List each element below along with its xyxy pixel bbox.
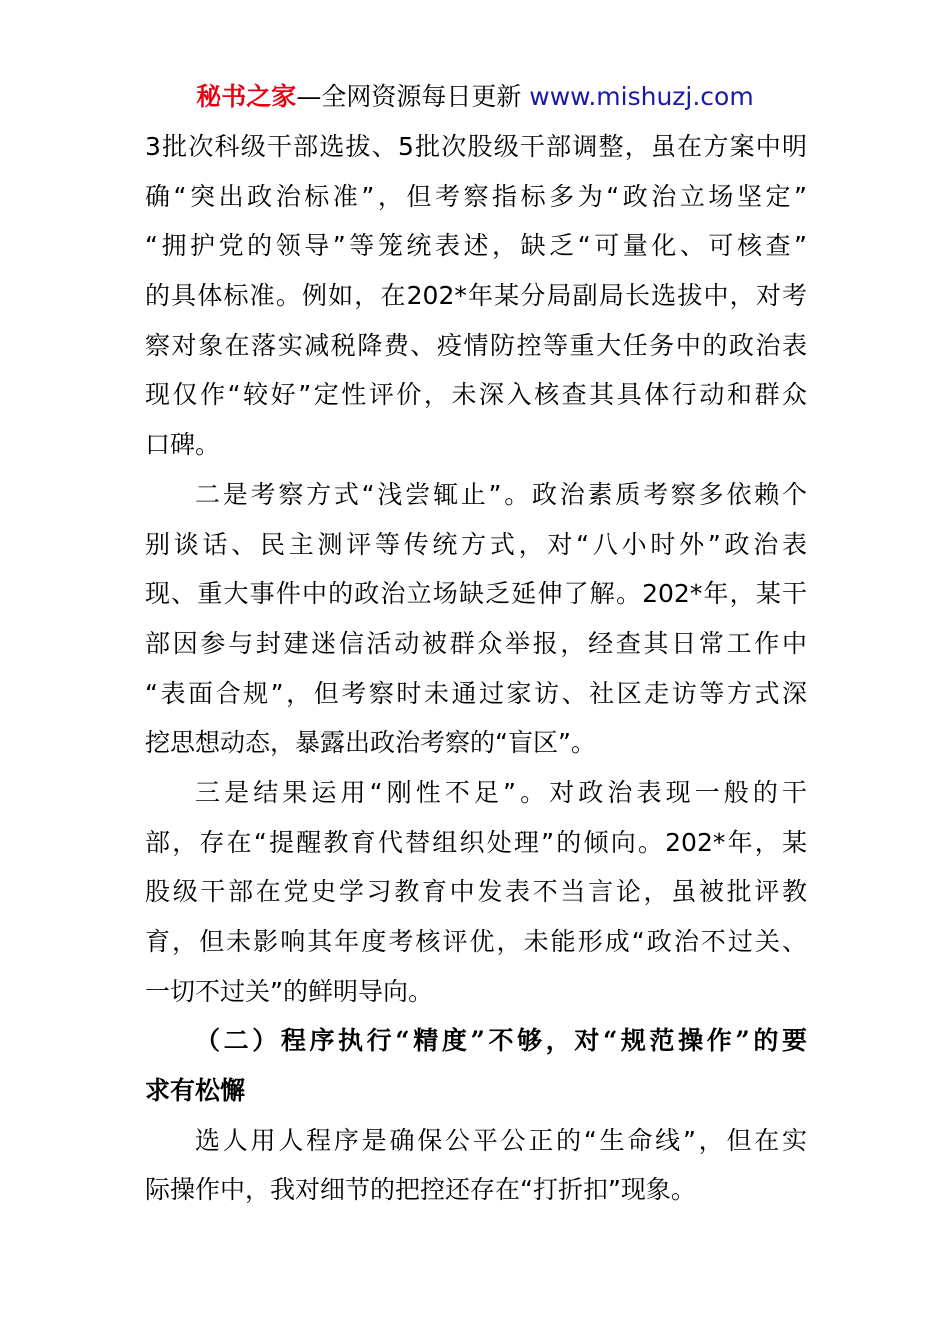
paragraph-line: 3批次科级干部选拔、5批次股级干部调整，虽在方案中明 [145,132,807,161]
paragraph-line: 的具体标准。例如，在202*年某分局副局长选拔中，对考 [145,281,807,311]
paragraph-line: “拥护党的领导”等笼统表述，缺乏“可量化、可核查” [145,231,807,261]
paragraph-line: 际操作中，我对细节的把控还存在“打折扣”现象。 [145,1175,696,1205]
site-header [0,80,950,114]
paragraph-line: 现、重大事件中的政治立场缺乏延伸了解。202*年，某干 [145,579,807,609]
section-heading-line: （二）程序执行“精度”不够，对“规范操作”的要 [195,1026,807,1056]
paragraph-line: 部因参与封建迷信活动被群众举报，经查其日常工作中 [145,628,807,658]
paragraph-line: 股级干部在党史学习教育中发表不当言论，虽被批评教 [145,877,807,907]
site-tagline: —全网资源每日更新 [296,82,522,111]
document-body [145,122,807,1215]
paragraph-line: 选人用人程序是确保公平公正的“生命线”，但在实 [195,1125,807,1155]
site-url[interactable]: www.mishuzj.com [529,82,754,111]
paragraph-line: 察对象在落实减税降费、疫情防控等重大任务中的政治表 [145,330,807,360]
paragraph-line: 部，存在“提醒教育代替组织处理”的倾向。202*年，某 [145,827,807,857]
paragraph-line: 三是结果运用“刚性不足”。对政治表现一般的干 [195,777,807,807]
paragraph-line: “表面合规”，但考察时未通过家访、社区走访等方式深 [145,678,807,708]
site-brand: 秘书之家 [196,82,297,111]
paragraph-line: 一切不过关”的鲜明导向。 [145,976,433,1006]
paragraph-line: 现仅作“较好”定性评价，未深入核查其具体行动和群众 [145,380,807,410]
paragraph-line: 别谈话、民主测评等传统方式，对“八小时外”政治表 [145,529,807,559]
paragraph-line: 口碑。 [145,430,221,460]
paragraph-line: 挖思想动态，暴露出政治考察的“盲区”。 [145,728,596,758]
section-heading-line: 求有松懈 [145,1076,246,1106]
paragraph-line: 二是考察方式“浅尝辄止”。政治素质考察多依赖个 [195,479,807,509]
paragraph-line: 育，但未影响其年度考核评优，未能形成“政治不过关、 [145,927,807,956]
paragraph-line: 确“突出政治标准”，但考察指标多为“政治立场坚定” [145,181,807,211]
